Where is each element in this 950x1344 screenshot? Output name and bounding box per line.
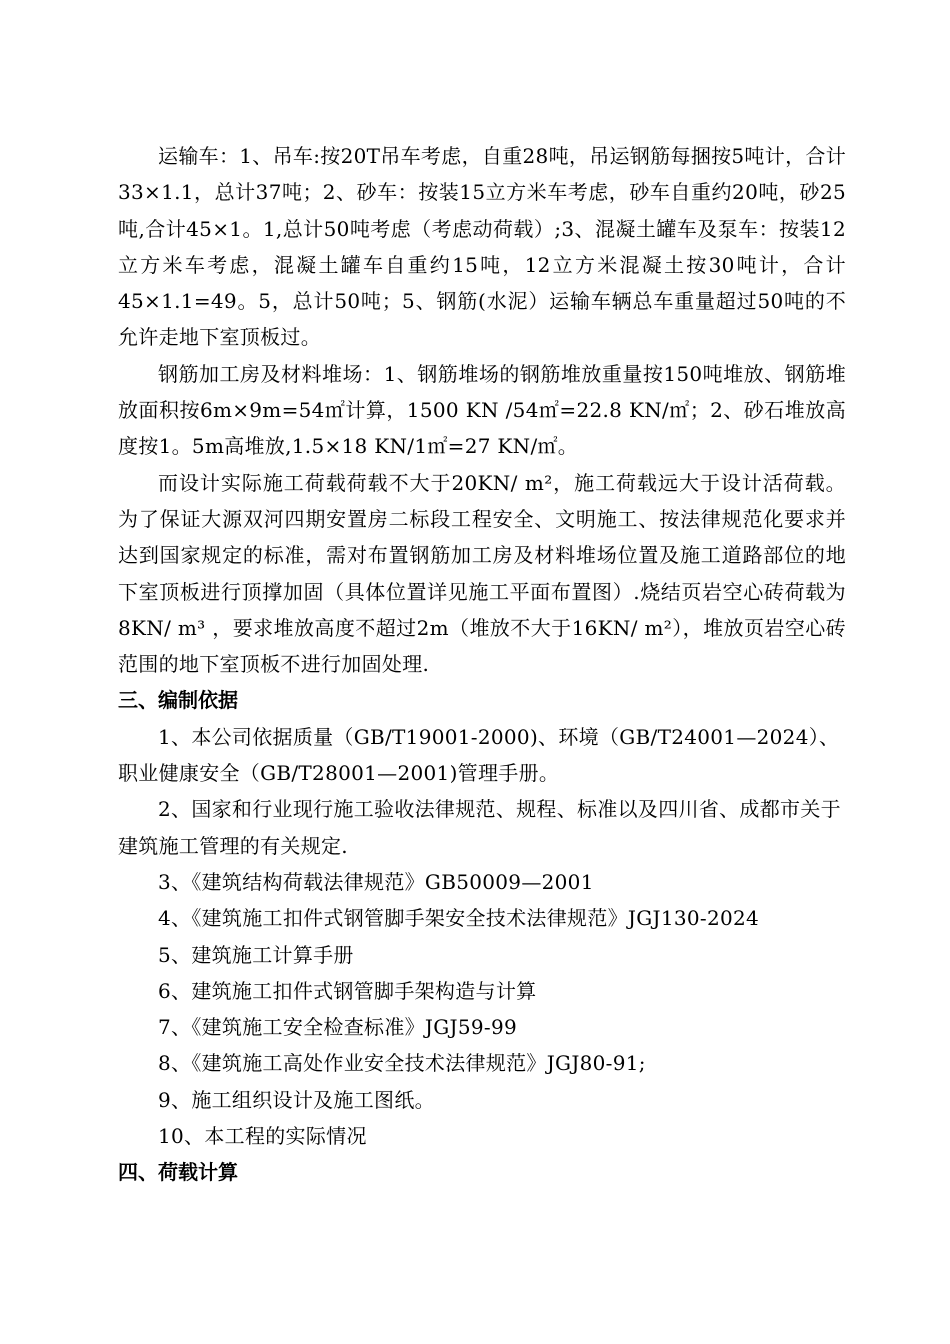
list-item: 7、《建筑施工安全检查标准》JGJ59-99: [158, 1015, 517, 1040]
document-body: [118, 138, 846, 1191]
section-heading-basis: 三、编制依据: [118, 688, 238, 713]
paragraph-design-load: 而设计实际施工荷载荷载不大于20KN/ m²，施工荷载远大于设计活荷载。为了保证大源双河四期安置房二标段工程安全、文明施工、按法律规范化要求并达到国家规定的标准，需对布置钢筋加工房及材料堆场位置及施工道路部位的地下室顶板进行顶撑加固（具体位置详见施工平面布置图）.烧结页岩空心砖荷载为8KN/ m³ ，要求堆放高度不超过2m（堆放不大于16KN/ m²），堆放页岩空心砖范围的地下室顶板不进行加固处理.: [118, 470, 846, 677]
list-item: 10、本工程的实际情况: [158, 1124, 367, 1149]
list-item: 1、本公司依据质量（GB/T19001-2000)、环境（GB/T24001—2024）、职业健康安全（GB/T28001—2001)管理手册。: [118, 724, 840, 786]
list-item: 8、《建筑施工高处作业安全技术法律规范》JGJ80-91;: [158, 1051, 646, 1076]
list-item: 9、施工组织设计及施工图纸。: [158, 1087, 435, 1112]
list-item: 2、国家和行业现行施工验收法律规范、规程、标准以及四川省、成都市关于建筑施工管理的有关规定.: [118, 797, 841, 858]
list-item: 3、《建筑结构荷载法律规范》GB50009—2001: [158, 869, 594, 894]
section-heading-load-calculation: 四、荷载计算: [118, 1160, 238, 1185]
list-item: 6、建筑施工扣件式钢管脚手架构造与计算: [158, 978, 537, 1003]
list-item: 5、建筑施工计算手册: [158, 942, 354, 967]
paragraph-material-yard: 钢筋加工房及材料堆场：1、钢筋堆场的钢筋堆放重量按150吨堆放、钢筋堆放面积按6m×9m=54㎡计算，1500 KN /54㎡=22.8 KN/㎡；2、砂石堆放高度按1。5m高堆放,1.5×18 KN/1㎡=27 KN/㎡。: [118, 361, 846, 459]
list-item: 4、《建筑施工扣件式钢管脚手架安全技术法律规范》JGJ130-2024: [158, 906, 760, 931]
paragraph-transport-vehicles: 运输车：1、吊车:按20T吊车考虑，自重28吨，吊运钢筋每捆按5吨计，合计33×1.1，总计37吨；2、砂车：按装15立方米车考虑，砂车自重约20吨，砂25吨,合计45×1。1,总计50吨考虑（考虑动荷载）;3、混凝土罐车及泵车：按装12立方米车考虑，混凝土罐车自重约15吨，12立方米混凝土按30吨计，合计45×1.1=49。5，总计50吨；5、钢筋(水泥）运输车辆总车重量超过50吨的不允许走地下室顶板过。: [118, 144, 846, 350]
